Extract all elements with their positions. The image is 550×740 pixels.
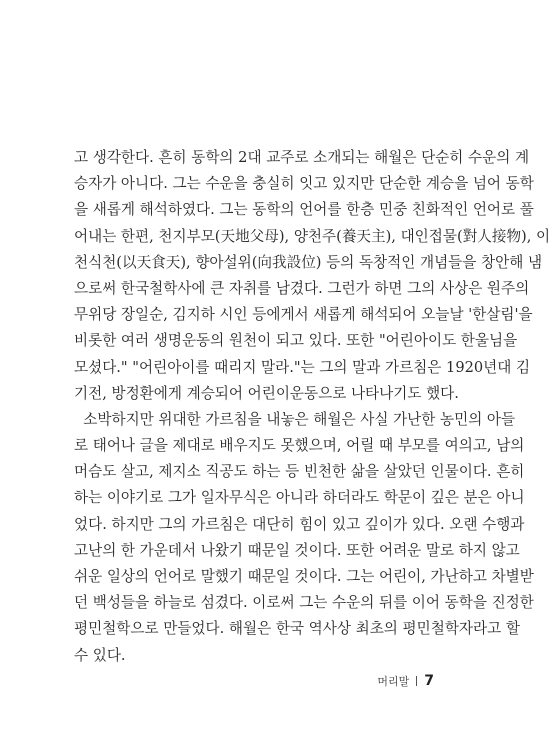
body-line: 으로써 한국철학사에 큰 자취를 남겼다. 그런가 하면 그의 사상은 원주의 — [74, 279, 530, 297]
body-line: 로 태어나 글을 제대로 배우지도 못했으며, 어릴 때 부모를 여의고, 남의 — [74, 437, 525, 455]
body-line: 었다. 하지만 그의 가르침은 대단히 힘이 있고 깊이가 있다. 오랜 수행과 — [74, 515, 525, 533]
page-number: 7 — [424, 673, 434, 689]
body-line: 쉬운 일상의 언어로 말했기 때문일 것이다. 그는 어린이, 가난하고 차별받 — [74, 568, 534, 585]
footer-divider — [416, 676, 417, 686]
body-line: 어내는 한편, 천지부모(天地父母), 양천주(養天主), 대인접물(對人接物), 이 — [74, 227, 550, 245]
body-line: 모셨다." "어린아이를 때리지 말라."는 그의 말과 가르침은 1920년대 김 — [74, 358, 531, 376]
body-line: 평민철학으로 만들었다. 해월은 한국 역사상 최초의 평민철학자라고 할 — [74, 620, 520, 638]
body-line: 고 생각한다. 흔히 동학의 2대 교주로 소개되는 해월은 단순히 수운의 계 — [74, 149, 530, 166]
body-line: 머슴도 살고, 제지소 직공도 하는 등 빈천한 삶을 살았던 인물이다. 흔히 — [74, 463, 525, 481]
body-line: 비롯한 여러 생명운동의 원천이 되고 있다. 또한 "어린아이도 한울님을 — [74, 332, 518, 350]
body-text — [74, 145, 550, 669]
body-line: 고난의 한 가운데서 나왔기 때문일 것이다. 또한 어려운 말로 하지 않고 — [74, 541, 520, 559]
page-footer — [377, 670, 434, 690]
body-line: 던 백성들을 하늘로 섬겼다. 이로써 그는 수운의 뒤를 이어 동학을 진정한 — [74, 594, 534, 612]
running-title: 머리말 — [377, 675, 410, 688]
body-line: 을 새롭게 해석하였다. 그는 동학의 언어를 한층 민중 친화적인 언어로 풀 — [74, 201, 534, 219]
paragraph-start-line: 소박하지만 위대한 가르침을 내놓은 해월은 사실 가난한 농민의 아들 — [74, 410, 516, 428]
body-line: 하는 이야기로 그가 일자무식은 아니라 하더라도 학문이 깊은 분은 아니 — [74, 489, 525, 507]
body-line: 수 있다. — [74, 646, 126, 664]
body-line: 승자가 아니다. 그는 수운을 충실히 잇고 있지만 단순한 계승을 넘어 동학 — [74, 175, 534, 193]
body-line: 천식천(以天食天), 향아설위(向我設位) 등의 독창적인 개념들을 창안해 냄 — [74, 253, 543, 271]
body-line: 무위당 장일순, 김지하 시인 등에게서 새롭게 해석되어 오늘날 '한살림'을 — [74, 306, 533, 324]
body-line: 기전, 방정환에게 계승되어 어린이운동으로 나타나기도 했다. — [74, 384, 459, 402]
